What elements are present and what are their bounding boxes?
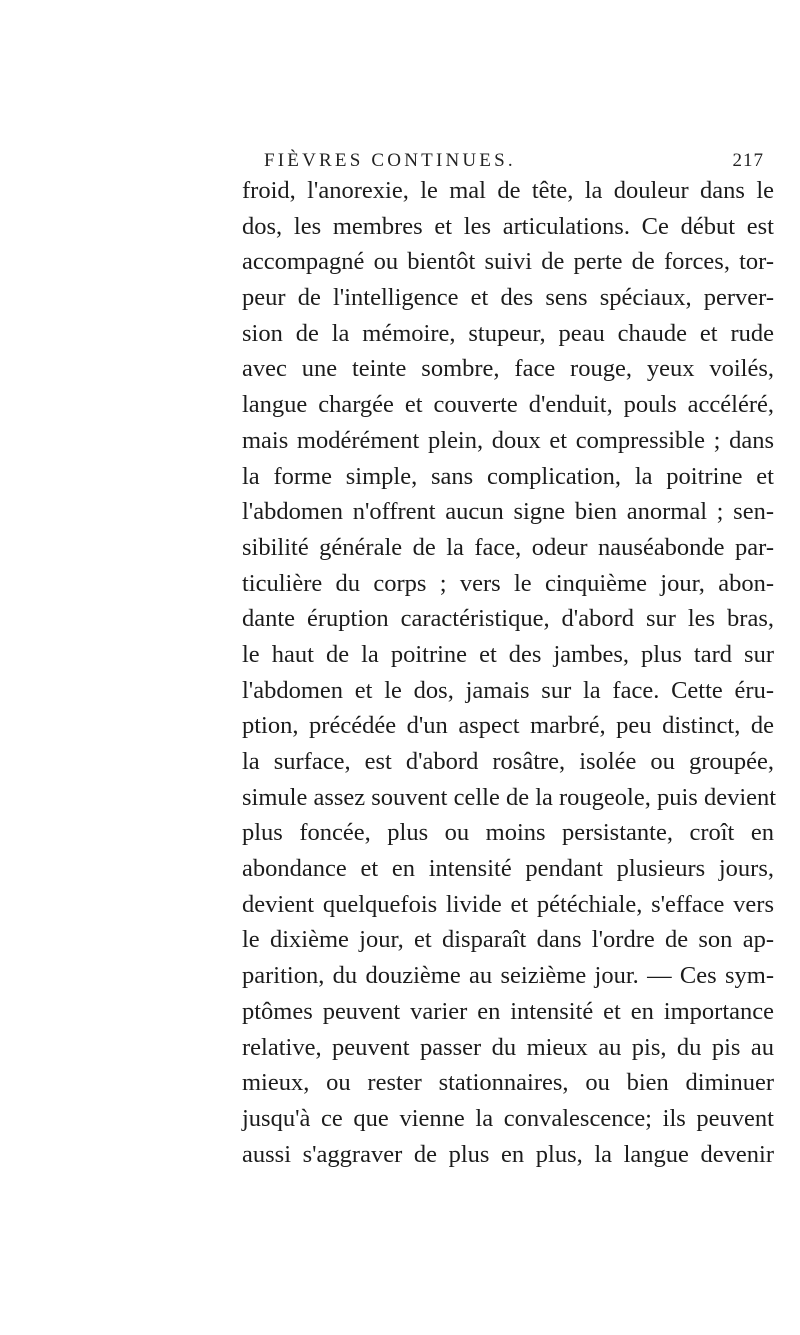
text-line: accompagné ou bientôt suivi de perte de forces, tor- [242,248,774,276]
text-line: froid, l'anorexie, le mal de tête, la douleur dans le [242,177,774,204]
text-line: la surface, est d'abord rosâtre, isolée ou groupée, [242,748,774,775]
text-line: devient quelquefois livide et pétéchiale, s'efface vers [242,890,774,918]
body-text [242,173,777,1172]
text-line: l'abdomen n'offrent aucun signe bien anormal ; sen- [242,498,774,526]
text-line: parition, du douzième au seizième jour. — Ces sym- [242,962,774,990]
text-line: le dixième jour, et disparaît dans l'ordre de son ap- [242,926,774,954]
text-line: ticulière du corps ; vers le cinquième jour, abon- [242,569,774,597]
text-line: abondance et en intensité pendant plusieurs jours, [242,855,774,883]
text-line: aussi s'aggraver de plus en plus, la langue devenir [242,1140,774,1168]
text-line: mieux, ou rester stationnaires, ou bien diminuer [242,1069,774,1097]
text-line: jusqu'à ce que vienne la convalescence; ils peuvent [242,1104,774,1132]
text-line: dante éruption caractéristique, d'abord sur les bras, [242,605,774,633]
text-line: mais modérément plein, doux et compressible ; dans [242,426,774,454]
text-line: le haut de la poitrine et des jambes, plus tard sur [242,640,774,668]
text-line: dos, les membres et les articulations. Ce début est [242,212,774,240]
text-line: sion de la mémoire, stupeur, peau chaude et rude [242,319,774,347]
text-line: l'abdomen et le dos, jamais sur la face. Cette éru- [242,676,774,704]
text-line: sibilité générale de la face, odeur nauséabonde par- [242,533,774,561]
text-line: simule assez souvent celle de la rougeole, puis devient [242,783,777,811]
page-number: 217 [732,150,764,171]
text-line: peur de l'intelligence et des sens spéciaux, perver- [242,284,774,312]
text-line: relative, peuvent passer du mieux au pis, du pis au [242,1033,774,1061]
text-line: ptômes peuvent varier en intensité et en importance [242,997,774,1025]
text-line: la forme simple, sans complication, la poitrine et [242,462,774,490]
running-title: FIÈVRES CONTINUES. [264,150,516,171]
text-line: ption, précédée d'un aspect marbré, peu distinct, de [242,712,774,740]
text-line: avec une teinte sombre, face rouge, yeux voilés, [242,355,774,383]
text-line: langue chargée et couverte d'enduit, pouls accéléré, [242,391,774,419]
text-line: plus foncée, plus ou moins persistante, croît en [242,819,774,847]
